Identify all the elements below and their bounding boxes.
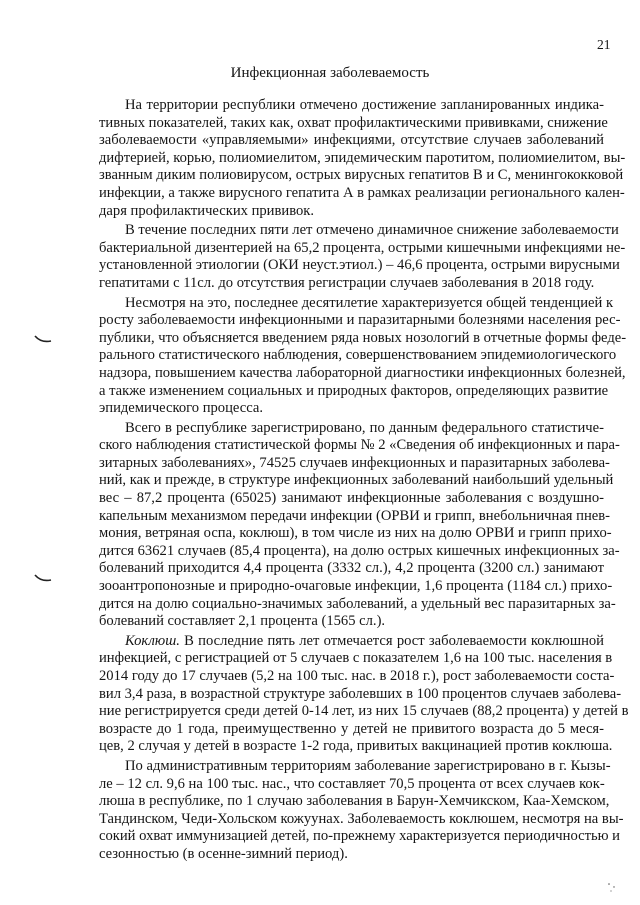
pertussis-lead: Коклюш. xyxy=(125,632,180,649)
paragraph-decline xyxy=(99,222,626,292)
paragraph-line: тивных показателей, таких как, охват профилактическими прививками, снижение xyxy=(99,114,608,131)
page-number: 21 xyxy=(597,37,611,52)
paragraph-line: дится 63621 случаев (85,4 процента), на долю острых кишечных инфекционных за- xyxy=(99,542,620,559)
paragraph-line: ского наблюдения статистической формы № 2 «Сведения об инфекционных и пара- xyxy=(99,437,620,454)
paragraph-line: бактериальной дизентерией на 65,2 процента, острыми кишечными инфекциями не- xyxy=(99,239,626,256)
paragraph-targets xyxy=(99,97,626,220)
paragraph-statistics xyxy=(99,419,620,631)
paragraph-line: а также изменением социальных и природных факторов, определяющих развитие xyxy=(99,382,609,399)
paragraph-line: ле – 12 сл. 9,6 на 100 тыс. нас., что составляет 70,5 процента от всех случаев кок- xyxy=(99,775,605,792)
paragraph-line: даря профилактических прививок. xyxy=(99,202,315,219)
paragraph-line: люша в республике, по 1 случаю заболевания в Барун-Хемчикском, Каа-Хемском, xyxy=(99,793,610,810)
paragraph-line: Несмотря на это, последнее десятилетие характеризуется общей тенденцией к xyxy=(125,294,614,311)
paragraph-territories xyxy=(99,757,624,864)
paragraph-line: надзора, повышением качества лабораторной диагностики инфекционных болезней, xyxy=(99,364,626,381)
paragraph-line: В течение последних пяти лет отмечено динамичное снижение заболеваемости xyxy=(125,222,619,239)
paragraph-line: вил 3,4 раза, в возрастной структуре заболевших в 100 процентов случаев заболева- xyxy=(99,685,622,702)
paragraph-line: капельным механизмом передачи инфекции (ОРВИ и грипп, внебольничная пнев- xyxy=(99,507,611,524)
paragraph-line: Тандинском, Чеди-Хольском кожуунах. Заболеваемость коклюшем, несмотря на вы- xyxy=(99,810,624,827)
paragraph-line: эпидемического процесса. xyxy=(99,400,264,417)
paragraph-line: росту заболеваемости инфекционными и паразитарными болезнями населения рес- xyxy=(99,312,621,329)
paragraph-line: сокий охват иммунизацией детей, по-прежнему характеризуется периодичностью и xyxy=(99,828,620,845)
margin-tick-mark xyxy=(34,334,52,344)
paragraph-line: мония, ветряная оспа, коклюш), в том числе из них на долю ОРВИ и грипп прихо- xyxy=(99,525,612,542)
paragraph-line: вес – 87,2 процента (65025) занимают инфекционные заболевания с воздушно- xyxy=(99,490,604,507)
paragraph-line: рального статистического наблюдения, совершенствованием эпидемиологического xyxy=(99,347,617,364)
pertussis-first-line: В последние пять лет отмечается рост заболеваемости коклюшной xyxy=(179,632,604,649)
paragraph-line: заболеваемости «управляемыми» инфекциями, отсутствие случаев заболеваний xyxy=(99,132,604,149)
paragraph-line: дится на долю социально-значимых заболеваний, а удельный вес паразитарных за- xyxy=(99,595,616,612)
paragraph-line: На территории республики отмечено достижение запланированных индика- xyxy=(125,97,604,113)
scan-specks xyxy=(606,880,620,892)
paragraph-pertussis xyxy=(99,632,629,756)
paragraph-line: 2014 году до 17 случаев (5,2 на 100 тыс. нас. в 2018 г.), рост заболеваемости соста- xyxy=(99,668,615,684)
paragraph-line: возрасте до 1 года, преимущественно у детей не привитого возраста до 5 меся- xyxy=(99,720,604,737)
paragraph-trend xyxy=(99,294,627,418)
paragraph-line: дифтерией, корью, полиомиелитом, эпидемическим паротитом, полиомиелитом, вы- xyxy=(99,149,626,166)
paragraph-line: инфекцией, с регистрацией от 5 случаев с показателем 1,6 на 100 тыс. населения в xyxy=(99,650,613,667)
paragraph-line: инфекции, а также вирусного гепатита А в рамках реализации регионального кален- xyxy=(99,184,625,201)
paragraph-line: Всего в республике зарегистрировано, по данным федерального статистиче- xyxy=(125,419,604,436)
paragraph-line: сезонностью (в осенне-зимний период). xyxy=(99,845,348,862)
section-title: Инфекционная заболеваемость xyxy=(230,65,430,81)
paragraph-line: цев, 2 случая у детей в возрасте 1-2 года, привитых вакцинацией против коклюша. xyxy=(99,738,613,755)
body-text xyxy=(99,97,629,864)
paragraph-line: званным диким полиовирусом, острых вирусных гепатитов В и С, менингококковой xyxy=(99,167,624,184)
paragraph-line: ние регистрируется среди детей 0-14 лет, из них 15 случаев (88,2 процента) у детей в xyxy=(99,703,629,720)
paragraph-line: ний, как и прежде, в структуре инфекционных заболеваний наибольший удельный xyxy=(99,472,614,489)
paragraph-line: установленной этиологии (ОКИ неуст.этиол.) – 46,6 процента, острыми вирусными xyxy=(99,257,620,274)
paragraph-line: По административным территориям заболевание зарегистрировано в г. Кызы- xyxy=(125,757,611,774)
paragraph-line: публики, что объясняется введением ряда новых нозологий в отчетные формы феде- xyxy=(99,329,627,346)
paragraph-line: зитарных заболеваниях», 74525 случаев инфекционных и паразитарных заболева- xyxy=(99,454,610,471)
paragraph-line: гепатитами с 11сл. до отсутствия регистрации случаев заболевания в 2018 году. xyxy=(99,274,595,291)
margin-tick-mark xyxy=(34,573,52,583)
paragraph-line: болеваний составляет 2,1 процента (1565 сл.). xyxy=(99,613,386,630)
paragraph-line: болеваний приходится 4,4 процента (3332 сл.), 4,2 процента (3200 сл.) занимают xyxy=(99,560,604,577)
paragraph-line xyxy=(99,633,604,651)
paragraph-line: зооантропонозные и природно-очаговые инфекции, 1,6 процента (1184 сл.) прихо- xyxy=(99,578,613,595)
